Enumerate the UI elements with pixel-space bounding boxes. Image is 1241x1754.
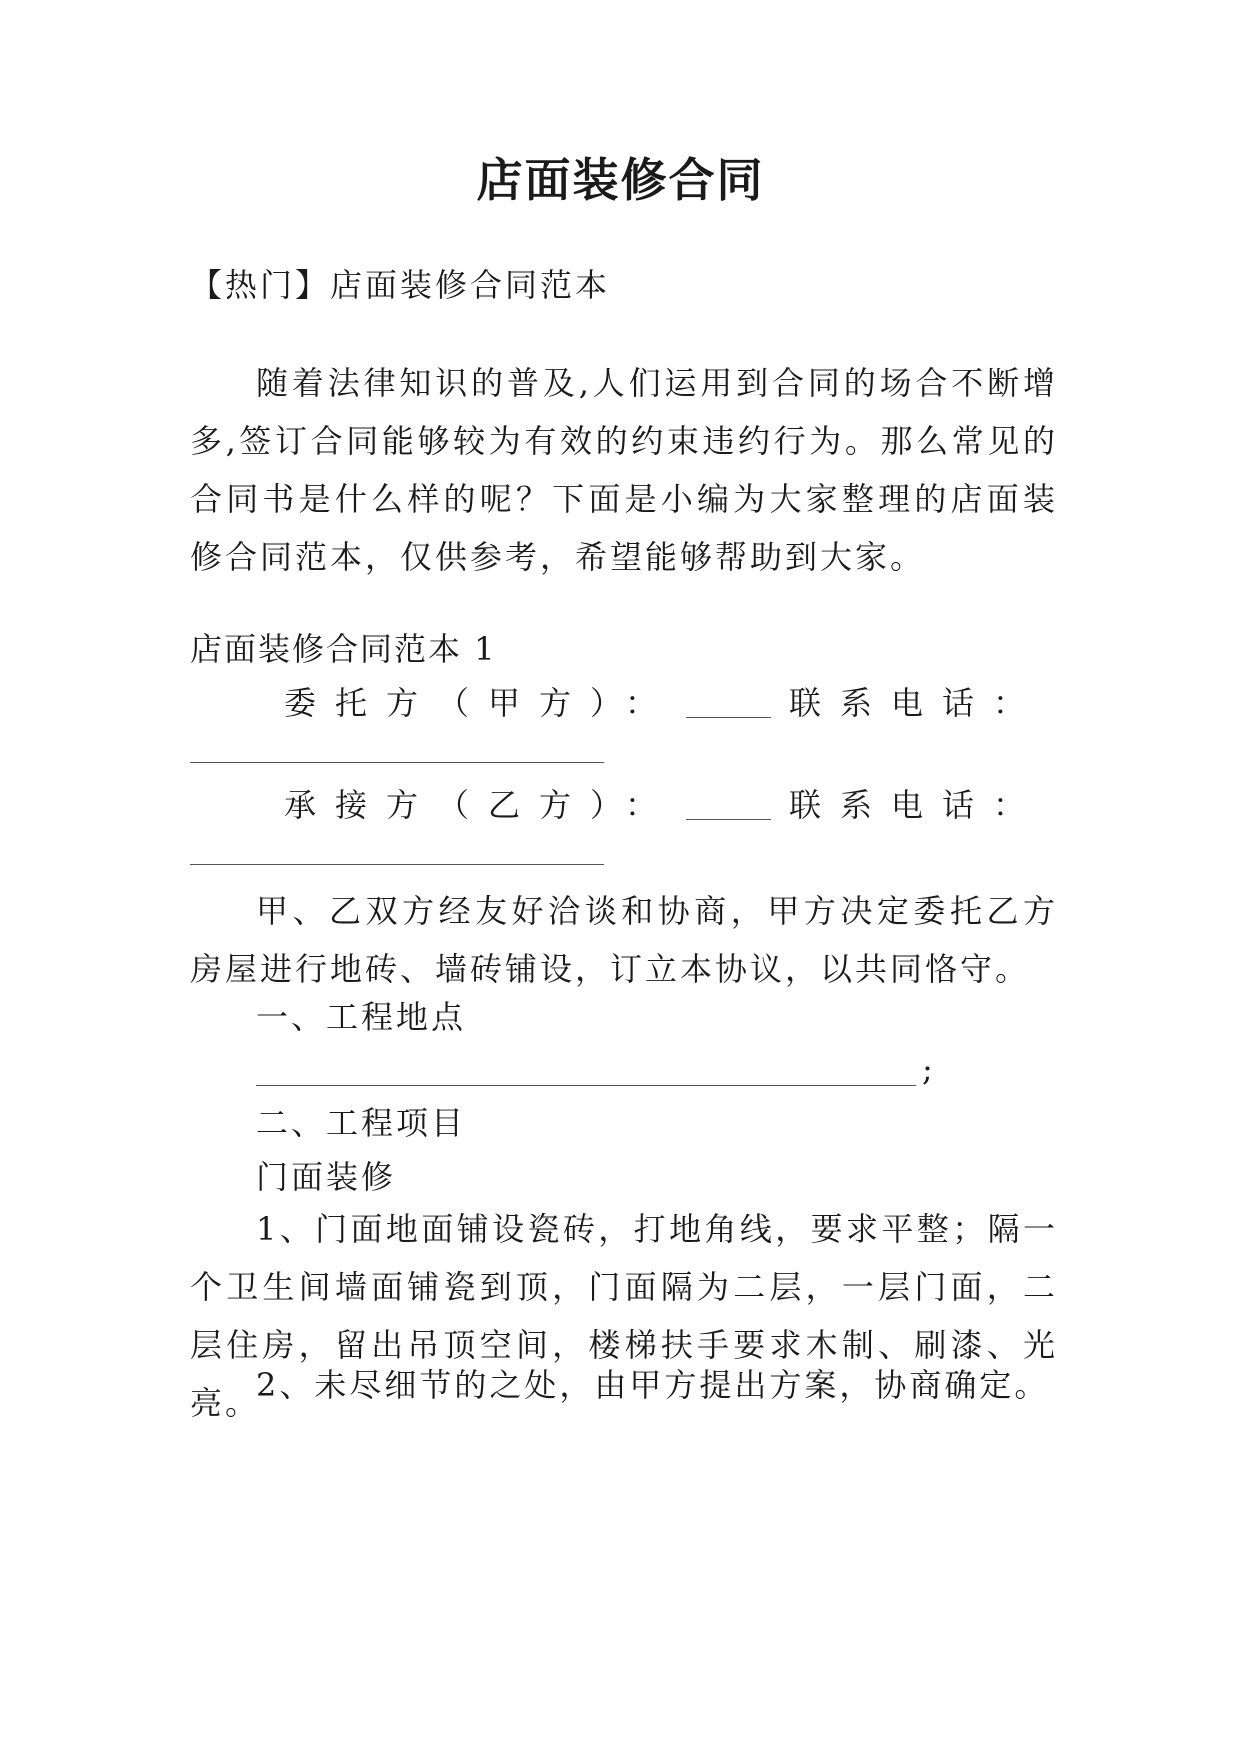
document-title: 店面装修合同 xyxy=(476,153,765,207)
storefront-subheading: 门面装修 xyxy=(256,1158,397,1196)
party-a-row xyxy=(284,674,1044,732)
party-b-name-blank xyxy=(686,818,771,820)
party-b-phone-blank xyxy=(190,864,604,865)
party-a-label: 委托方（甲方）： xyxy=(284,684,677,722)
subtitle: 【热门】店面装修合同范本 xyxy=(190,266,611,304)
party-a-phone-label: 联系电话： xyxy=(788,684,1044,722)
sample-heading: 店面装修合同范本 1 xyxy=(190,630,497,668)
party-b-label: 承接方（乙方）： xyxy=(284,786,677,824)
party-b-phone-label: 联系电话： xyxy=(788,786,1044,824)
item-1: 1、门面地面铺设瓷砖，打地角线，要求平整；隔一个卫生间墙面铺瓷到顶，门面隔为二层，一层门面，二层住房，留出吊顶空间，楼梯扶手要求木制、刷漆、光亮。 xyxy=(190,1210,1058,1422)
site-address-blank xyxy=(256,1085,916,1086)
agreement-paragraph: 甲、乙双方经友好洽谈和协商，甲方决定委托乙方房屋进行地砖、墙砖铺设，订立本协议，以共同恪守。 xyxy=(190,892,1058,988)
intro-paragraph: 随着法律知识的普及,人们运用到合同的场合不断增多,签订合同能够较为有效的约束违约行为。那么常见的合同书是什么样的呢？下面是小编为大家整理的店面装修合同范本，仅供参考，希望能够帮助到大家。 xyxy=(190,364,1058,576)
party-b-row xyxy=(284,776,1044,834)
section-1-heading: 一、工程地点 xyxy=(256,998,467,1036)
party-a-phone-blank xyxy=(190,762,604,763)
item-2: 2、未尽细节的之处，由甲方提出方案，协商确定。 xyxy=(256,1366,1050,1404)
party-a-name-blank xyxy=(686,716,771,718)
site-address-terminator: ; xyxy=(922,1050,933,1088)
site-address-row xyxy=(256,1040,933,1098)
section-2-heading: 二、工程项目 xyxy=(256,1104,467,1142)
